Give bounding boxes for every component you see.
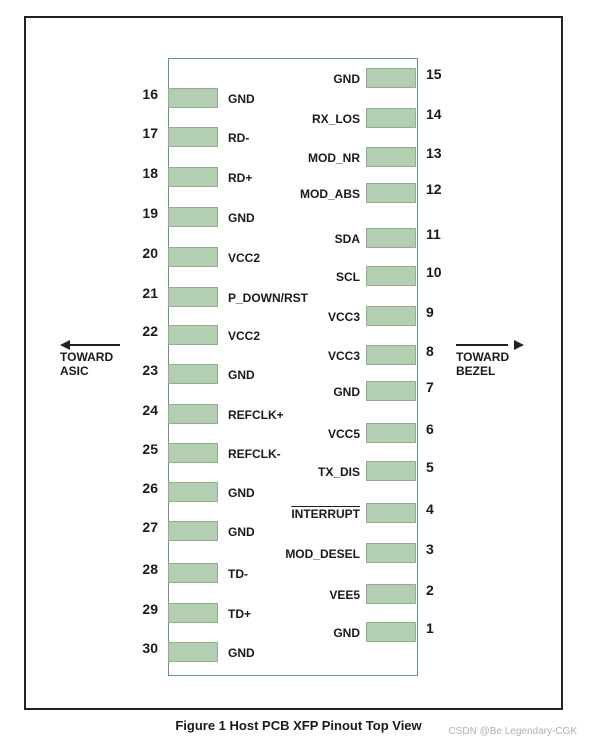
pin-pad-4 [366, 503, 416, 523]
pin-number-29: 29 [142, 601, 158, 617]
pin-number-19: 19 [142, 205, 158, 221]
pin-number-13: 13 [426, 145, 442, 161]
toward-bezel-line2: BEZEL [456, 364, 496, 378]
pin-number-6: 6 [426, 421, 434, 437]
pin-number-22: 22 [142, 323, 158, 339]
left-arrow-icon [60, 340, 128, 350]
pin-number-17: 17 [142, 125, 158, 141]
pin-label-14: RX_LOS [311, 112, 360, 126]
pin-label-27: GND [228, 525, 255, 539]
pin-pad-29 [168, 603, 218, 623]
pin-pad-5 [366, 461, 416, 481]
pin-label-5: TX_DIS [317, 465, 360, 479]
pin-label-1: GND [333, 626, 360, 640]
pin-pad-15 [366, 68, 416, 88]
pin-label-9: VCC3 [327, 310, 360, 324]
figure-caption: Figure 1 Host PCB XFP Pinout Top View [175, 718, 422, 733]
pin-pad-11 [366, 228, 416, 248]
pin-pad-3 [366, 543, 416, 563]
pin-label-2: VEE5 [329, 588, 360, 602]
toward-asic-line1: TOWARD [60, 350, 114, 364]
pin-pad-2 [366, 584, 416, 604]
pin-pad-6 [366, 423, 416, 443]
pin-label-20: VCC2 [228, 251, 261, 265]
toward-bezel-line1: TOWARD [456, 350, 510, 364]
right-arrow-icon [456, 340, 524, 350]
pin-pad-7 [366, 381, 416, 401]
pin-label-28: TD- [228, 567, 248, 581]
pin-number-2: 2 [426, 582, 434, 598]
pin-pad-19 [168, 207, 218, 227]
pin-pad-28 [168, 563, 218, 583]
pin-number-3: 3 [426, 541, 434, 557]
pin-label-10: SCL [336, 270, 360, 284]
pin-pad-1 [366, 622, 416, 642]
pin-label-3: MOD_DESEL [285, 547, 360, 561]
pin-label-8: VCC3 [327, 349, 360, 363]
pin-pad-14 [366, 108, 416, 128]
pin-pad-18 [168, 167, 218, 187]
pin-pad-22 [168, 325, 218, 345]
pin-label-18: RD+ [228, 171, 253, 185]
pin-number-10: 10 [426, 264, 442, 280]
pin-number-5: 5 [426, 459, 434, 475]
pin-number-4: 4 [426, 501, 434, 517]
pin-label-23: GND [228, 368, 255, 382]
pin-label-24: REFCLK+ [228, 408, 284, 422]
pin-number-9: 9 [426, 304, 434, 320]
pin-label-26: GND [228, 486, 255, 500]
pin-number-24: 24 [142, 402, 158, 418]
pin-number-27: 27 [142, 519, 158, 535]
pin-label-29: TD+ [228, 607, 252, 621]
toward-bezel-indicator [456, 340, 524, 378]
pin-pad-21 [168, 287, 218, 307]
pin-number-12: 12 [426, 181, 442, 197]
pin-number-20: 20 [142, 245, 158, 261]
pin-label-21: P_DOWN/RST [228, 291, 309, 305]
pin-pad-25 [168, 443, 218, 463]
pin-number-26: 26 [142, 480, 158, 496]
pin-label-16: GND [228, 92, 255, 106]
pin-pad-16 [168, 88, 218, 108]
pin-number-1: 1 [426, 620, 434, 636]
pin-pad-24 [168, 404, 218, 424]
toward-asic-indicator [60, 340, 128, 378]
pin-number-16: 16 [142, 86, 158, 102]
pin-label-7: GND [333, 385, 360, 399]
pin-label-22: VCC2 [228, 329, 261, 343]
pin-number-8: 8 [426, 343, 434, 359]
pin-number-23: 23 [142, 362, 158, 378]
pin-number-11: 11 [426, 226, 441, 242]
pin-label-17: RD- [228, 131, 250, 145]
pin-number-18: 18 [142, 165, 158, 181]
pin-number-7: 7 [426, 379, 434, 395]
pin-label-11: SDA [334, 232, 360, 246]
watermark: CSDN @Be Legendary-CGK [448, 726, 577, 737]
pin-label-6: VCC5 [327, 427, 360, 441]
pin-number-25: 25 [142, 441, 158, 457]
pin-label-25: REFCLK- [228, 447, 281, 461]
pin-pad-9 [366, 306, 416, 326]
pin-pad-30 [168, 642, 218, 662]
pin-pad-17 [168, 127, 218, 147]
pin-number-15: 15 [426, 66, 442, 82]
pin-label-15: GND [333, 72, 360, 86]
pin-label-12: MOD_ABS [299, 187, 360, 201]
pin-number-14: 14 [426, 106, 442, 122]
pin-number-21: 21 [142, 285, 158, 301]
pin-label-13: MOD_NR [307, 151, 360, 165]
pin-label-30: GND [228, 646, 255, 660]
pin-pad-13 [366, 147, 416, 167]
pin-pad-10 [366, 266, 416, 286]
pin-pad-20 [168, 247, 218, 267]
pin-pad-8 [366, 345, 416, 365]
pin-pad-12 [366, 183, 416, 203]
pin-label-4: INTERRUPT [291, 507, 360, 521]
pin-pad-23 [168, 364, 218, 384]
pin-number-30: 30 [142, 640, 158, 656]
pin-pad-26 [168, 482, 218, 502]
pin-label-19: GND [228, 211, 255, 225]
toward-asic-line2: ASIC [60, 364, 89, 378]
pin-number-28: 28 [142, 561, 158, 577]
pin-pad-27 [168, 521, 218, 541]
